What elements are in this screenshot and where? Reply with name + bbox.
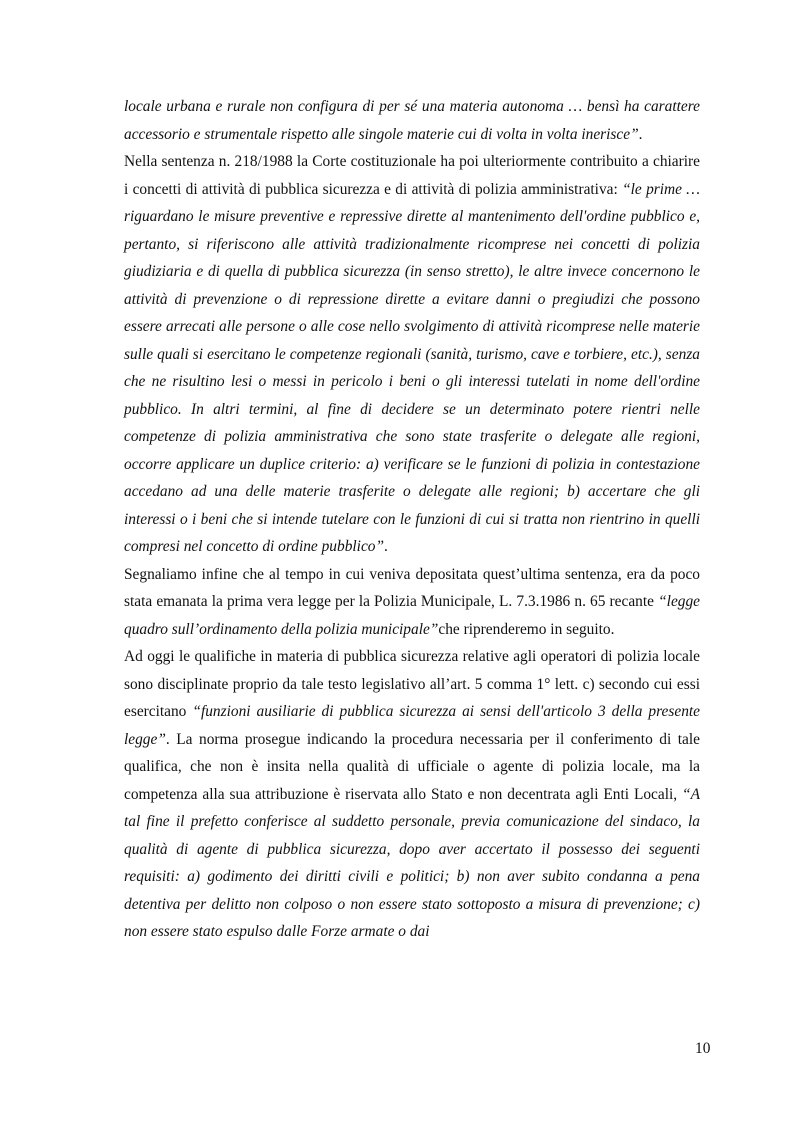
plain-text: . (384, 538, 388, 555)
plain-text: che riprenderemo in seguito. (438, 620, 615, 638)
plain-text: . (638, 125, 643, 143)
plain-text: Segnaliamo infine che al tempo in cui veniva depositata quest’ultima sentenza, era da poco stata emanata la prima vera legge per la Polizia Municipale, L. 7.3.1986 n. 65 recante (124, 565, 700, 610)
paragraph (124, 148, 700, 561)
quote-text: “le prime … riguardano le misure preventive e repressive dirette al mantenimento dell'ordine pubblico e, pertanto, si riferiscono alle attività tradizionalmente ricomprese nei concetti di polizia giudiziaria e di quella di pubblica sicurezza (in senso stretto), le altre invece concernono le attività di prevenzione o di repressione dirette a evitare danni o pregiudizi che possono essere arrecati alle persone o alle cose nello svolgimento di attività ricomprese nelle materie sulle quali si esercitano le competenze regionali (sanità, turismo, cave e torbiere, etc.), senza che ne risultino lesi o messi in pericolo i beni o gli interessi tutelati in nome dell'ordine pubblico. In altri termini, al fine di decidere se un determinato potere rientri nelle competenze di polizia amministrativa che sono state trasferite o delegate alle regioni, occorre applicare un duplice criterio: a) verificare se le funzioni di polizia in contestazione accedano ad una delle materie trasferite o delegate alle regioni; b) accertare che gli interessi o i beni che si intende tutelare con le funzioni di cui si tratta non rientrino in quelli compresi nel concetto di ordine pubblico” (124, 180, 700, 555)
quote-text: “legge quadro sull’ordinamento della polizia municipale” (124, 593, 700, 638)
paragraph (124, 93, 700, 148)
paragraph (124, 561, 700, 644)
page-number: 10 (695, 1040, 711, 1057)
paragraph (124, 643, 700, 946)
page-body (124, 93, 700, 946)
quote-text: locale urbana e rurale non configura di per sé una materia autonoma … bensì ha carattere accessorio e strumentale rispetto alle singole materie cui di volta in volta inerisce” (124, 98, 700, 143)
quote-text: “A tal fine il prefetto conferisce al suddetto personale, previa comunicazione del sindaco, la qualità di agente di pubblica sicurezza, dopo aver accertato il possesso dei seguenti requisiti: a) godimento dei diritti civili e politici; b) non aver subito condanna a pena detentiva per delitto non colposo o non essere stato sottoposto a misura di prevenzione; c) non essere stato espulso dalle Forze armate o dai (124, 785, 700, 940)
quote-text: “funzioni ausiliarie di pubblica sicurezza ai sensi dell'articolo 3 della presente legge” (124, 703, 700, 748)
plain-text: Ad oggi le qualifiche in materia di pubblica sicurezza relative agli operatori di polizia locale sono disciplinate proprio da tale testo legislativo all’art. 5 comma 1° lett. c) secondo cui essi esercitano (124, 648, 700, 720)
plain-text: Nella sentenza n. 218/1988 la Corte costituzionale ha poi ulteriormente contribuito a chiarire i concetti di attività di pubblica sicurezza e di attività di polizia amministrativa: (124, 153, 700, 198)
plain-text: . La norma prosegue indicando la procedura necessaria per il conferimento di tale qualifica, che non è insita nella qualità di ufficiale o agente di polizia locale, ma la competenza alla sua attribuzione è riservata allo Stato e non decentrata agli Enti Locali, (124, 730, 700, 803)
